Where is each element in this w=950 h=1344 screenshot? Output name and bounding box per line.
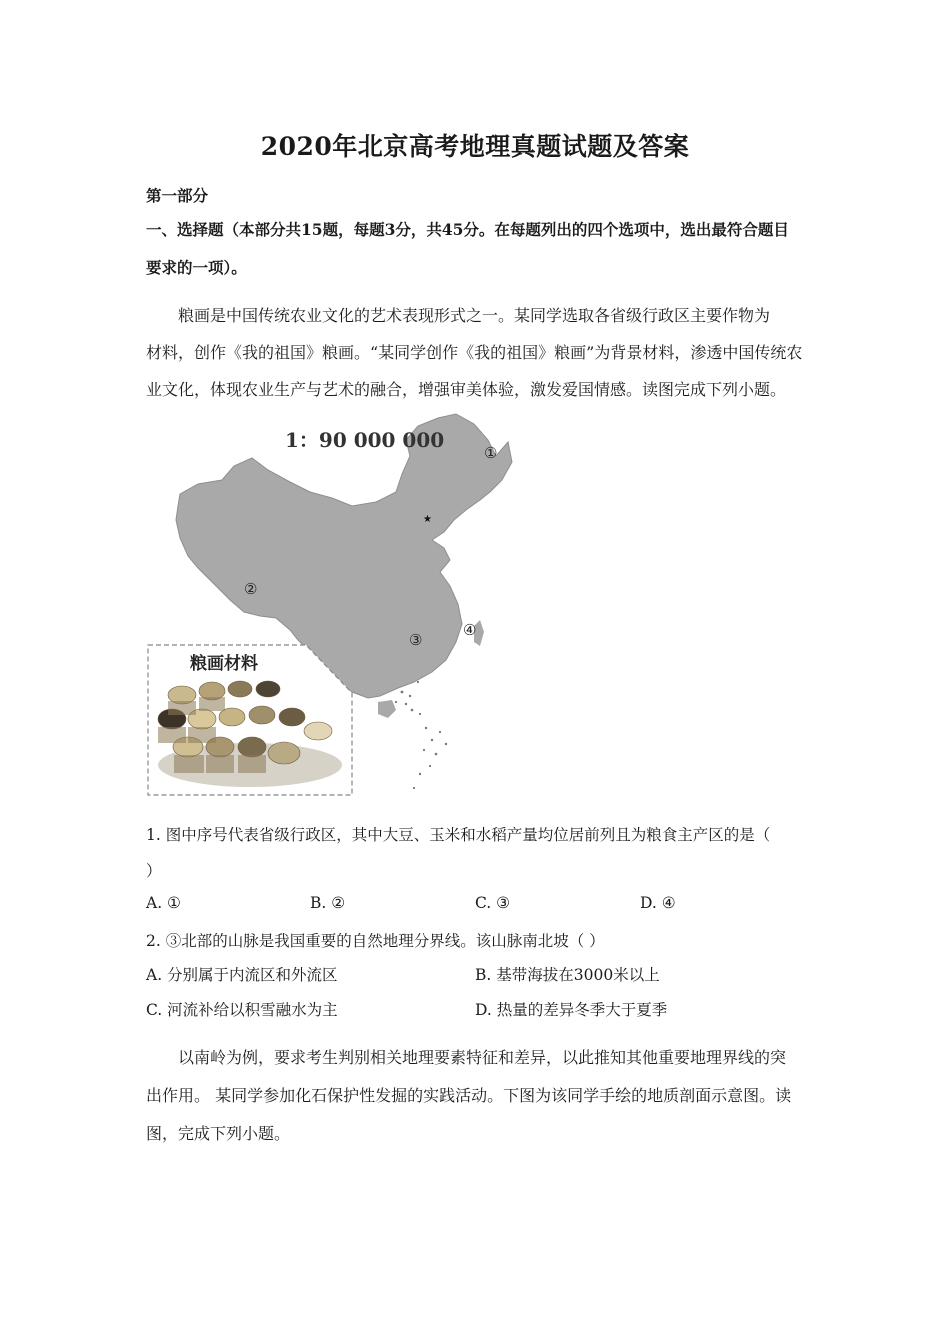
south-china-sea-islands: [395, 681, 447, 789]
marker-2: ②: [244, 580, 258, 598]
materials-label: 粮画材料: [190, 654, 258, 674]
passage2-line-1: 以南岭为例，要求考生判别相关地理要素特征和差异，以此推知其他重要地理界线的突: [178, 1048, 787, 1067]
instructions-line-2: 要求的一项）。: [146, 258, 247, 277]
marker-1: ①: [484, 444, 498, 462]
grain-materials-inset: [146, 643, 354, 797]
hainan-island-shape: [378, 700, 396, 718]
q1-stem-line-1: 1. 图中序号代表省级行政区，其中大豆、玉米和水稻产量均位居前列且为粮食主产区的是（: [146, 826, 771, 844]
q1-option-c[interactable]: C. ③: [475, 894, 511, 912]
passage1-line-1: 粮画是中国传统农业文化的艺术表现形式之一。某同学选取各省级行政区主要作物为: [178, 306, 771, 325]
page-title: 2020年北京高考地理真题试题及答案: [260, 132, 690, 161]
q1-option-b[interactable]: B. ②: [310, 894, 346, 912]
instructions-line-1: 一、选择题（本部分共15题，每题3分，共45分。在每题列出的四个选项中，选出最符合题目: [146, 220, 789, 239]
passage1-line-2: 材料，创作《我的祖国》粮画。“某同学创作《我的祖国》粮画”为背景材料，渗透中国传统农: [146, 343, 803, 362]
passage2-line-3: 图，完成下列小题。: [146, 1124, 291, 1143]
q1-option-a[interactable]: A. ①: [146, 894, 181, 912]
q1-option-d[interactable]: D. ④: [640, 894, 676, 912]
q2-option-b[interactable]: B. 基带海拔在3000米以上: [475, 966, 660, 984]
section-heading: 第一部分: [146, 186, 209, 205]
marker-3: ③: [409, 631, 423, 649]
q2-option-d[interactable]: D. 热量的差异冬季大于夏季: [475, 1001, 668, 1019]
q1-stem-line-2: ）: [146, 862, 162, 880]
q2-option-a[interactable]: A. 分别属于内流区和外流区: [146, 966, 338, 984]
passage2-line-2: 出作用。 某同学参加化石保护性发掘的实践活动。下图为该同学手绘的地质剖面示意图。读: [146, 1086, 792, 1105]
map-scale: 1：90 000 000: [285, 428, 445, 452]
china-map-figure: [140, 410, 520, 802]
q2-stem: 2. ③北部的山脉是我国重要的自然地理分界线。该山脉南北坡（ ）: [146, 932, 605, 950]
capital-star-icon: ★: [423, 514, 432, 525]
q2-option-c[interactable]: C. 河流补给以积雪融水为主: [146, 1001, 338, 1019]
passage1-line-3: 业文化，体现农业生产与艺术的融合，增强审美体验，激发爱国情感。读图完成下列小题。: [146, 380, 787, 399]
marker-4: ④: [463, 621, 477, 639]
